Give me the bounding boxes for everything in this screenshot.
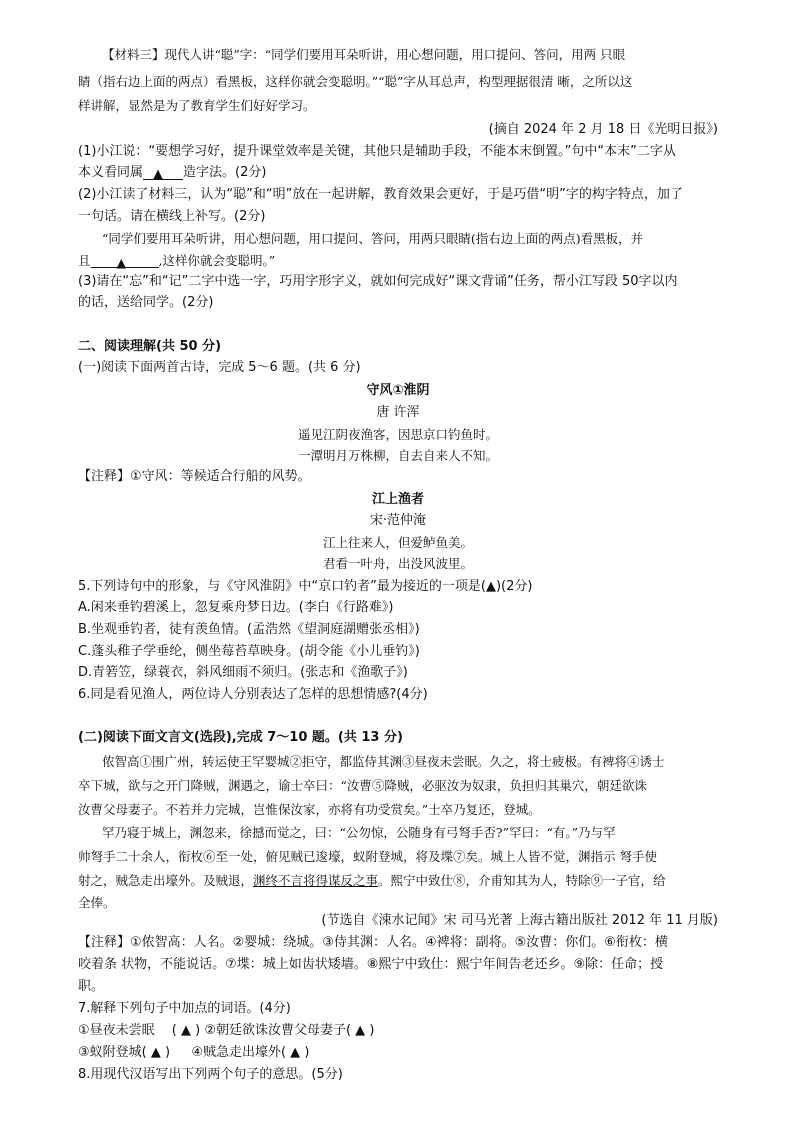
section2-part1: (一)阅读下面两首古诗，完成 5～6 题。(共 6 分) <box>78 360 361 375</box>
q3-line2: 的话，送给同学。(2分) <box>78 295 214 310</box>
q2-quote-end: ,这样你就会变聪明。” <box>158 253 276 268</box>
q2-line2: 一句话。请在横线上补写。(2分) <box>78 209 266 224</box>
q2-quote2 <box>78 251 718 271</box>
poem1-note: 【注释】①守风：等候适合行船的风势。 <box>78 469 311 484</box>
part2-p2-line3 <box>78 871 718 891</box>
part2-title: (二)阅读下面文言文(选段),完成 7～10 题。(共 13 分) <box>78 730 403 745</box>
q1-line2 <box>78 163 718 183</box>
poem1-title: 守风①淮阴 <box>366 383 430 398</box>
q2-quote1: “同学们要用耳朵听讲，用心想问题，用口提问、答问，用两只眼睛(指右边上面的两点)看黑板，并 <box>102 231 644 246</box>
poem1-author: 唐 许浑 <box>376 405 420 420</box>
part2-note-line1: 【注释】①侬智高：人名。②婴城：绕城。③侍其渊：人名。④裨将：副将。⑤汝曹：你们。⑥衔枚：横 <box>78 935 668 950</box>
q1-answer-blank[interactable] <box>143 165 183 180</box>
material3-line3: 样讲解，显然是为了教育学生们好好学习。 <box>78 98 316 113</box>
q5-option-c[interactable]: C.蓬头稚子学垂纶，侧坐莓苔草映身。(胡令能《小儿垂钓》) <box>78 644 420 659</box>
part2-note-line3: 职。 <box>78 979 105 994</box>
part2-p2-line1: 罕乃寝于城上，渊忽来，徐撼而觉之，曰：“公勿惊，公随身有弓弩手否?”罕曰：“有。”乃与罕 <box>102 825 616 840</box>
part2-p2-line2: 帅弩手二十余人，衔枚⑥至一处，俯见贼已逡壕，蚁附登城，将及堞⑦矣。城上人皆不觉，渊指示 弩手使 <box>78 849 657 864</box>
q1-triangle: ▲ <box>153 167 164 182</box>
q5-stem: 5.下列诗句中的形象，与《守风淮阴》中“京口钓者”最为接近的一项是(▲)(2分) <box>78 579 533 594</box>
q2-quote-start: 且 <box>78 253 91 268</box>
poem1-line1: 遥见江阴夜渔客，因思京口钓鱼时。 <box>297 427 498 442</box>
q7-row1: ①昼夜未尝眠 ( ▲ ) ②朝廷欲诛汝曹父母妻子( ▲ ) <box>78 1023 375 1038</box>
q1-text-a: 本义看同属 <box>78 165 144 180</box>
part2-underlined-sentence: 渊终不言将得谋反之事 <box>253 873 379 888</box>
part2-source: (节选自《涑水记闻》宋 司马光著 上海古籍出版社 2012 年 11 月版) <box>321 913 718 928</box>
part2-p2-line4: 全俸。 <box>78 895 116 910</box>
q5-option-b[interactable]: B.坐观垂钓者，徒有羡鱼情。(孟浩然《望洞庭湖赠张丞相》) <box>78 622 420 637</box>
q3-line1: (3)请在“忘”和“记”二字中选一字，巧用字形字义，就如何完成好“课文背诵”任务，帮小江写段 50字以内 <box>78 274 678 289</box>
poem2-line1: 江上往来人，但爱鲈鱼美。 <box>322 535 473 550</box>
part2-p2-line3-a: 射之，贼急走出壕外。及贼退， <box>78 873 254 888</box>
poem2-title: 江上渔者 <box>371 492 424 507</box>
material3-line2: 睛（指右边上面的两点）看黑板，这样你就会变聪明。”“聪”字从耳总声，构型理据很清 晰，之所以这 <box>78 74 633 89</box>
poem1-line2: 一潭明月万株柳，自去自来人不知。 <box>297 448 498 463</box>
q2-answer-blank[interactable] <box>91 253 159 268</box>
part2-p2-line3-c: 。熙宁中致仕⑧，介甫知其为人，特除⑨一子官，给 <box>378 873 666 888</box>
part2-p1-line2: 卒下城，欲与之开门降贼，渊遇之，谕士卒曰：“汝曹⑤降贼，必驱汝为奴隶，负担归其巢穴，朝廷欲诛 <box>78 778 647 793</box>
part2-p1-line3: 汝曹父母妻子。不若并力完城，岂惟保汝家，亦将有功受赏矣。”士卒乃复还，登城。 <box>78 802 541 817</box>
part2-note-line2: 咬着条 状物，不能说话。⑦堞：城上如齿状矮墙。⑧熙宁中致仕：熙宁年间告老还乡。⑨除：任命；授 <box>78 957 664 972</box>
poem2-line2: 君看一叶舟，出没风波里。 <box>322 556 473 571</box>
q2-triangle: ▲ <box>116 255 127 270</box>
poem2-author: 宋·范仲淹 <box>369 513 427 528</box>
q2-line1: (2)小江读了材料三，认为“聪”和“明”放在一起讲解，教育效果会更好，于是巧借“明”字的构字特点，加了 <box>78 187 683 202</box>
q6-stem: 6.同是看见渔人，两位诗人分别表达了怎样的思想情感?(4分) <box>78 687 428 702</box>
part2-p1-line1: 侬智高①围广州，转运使王罕婴城②拒守，都监侍其渊③昼夜未尝眠。久之，将士疲极。有裨将④诱士 <box>102 754 665 769</box>
q7-row2: ③蚁附登城( ▲ ) ④贼急走出壕外( ▲ ) <box>78 1045 310 1060</box>
q1-line1: (1)小江说：“要想学习好，提升课堂效率是关键，其他只是辅助手段，不能本末倒置。”句中“本末”二字从 <box>78 144 676 159</box>
q1-text-c: 造字法。(2分) <box>183 165 267 180</box>
q8-stem: 8.用现代汉语写出下列两个句子的意思。(5分) <box>78 1067 343 1082</box>
q5-option-a[interactable]: A.闲来垂钓碧溪上，忽复乘舟梦日边。(李白《行路难》) <box>78 600 394 615</box>
material3-source: (摘自 2024 年 2 月 18 日《光明日报》) <box>488 122 718 137</box>
q5-option-d[interactable]: D.青箬笠，绿蓑衣，斜风细雨不须归。(张志和《渔歌子》) <box>78 665 408 680</box>
material3-line1: 【材料三】现代人讲“聪”字：“同学们要用耳朵听讲，用心想问题，用口提问、答问，用两 只眼 <box>102 47 626 62</box>
section2-title: 二、阅读理解(共 50 分) <box>78 339 222 354</box>
q7-stem: 7.解释下列句子中加点的词语。(4分) <box>78 1001 291 1016</box>
